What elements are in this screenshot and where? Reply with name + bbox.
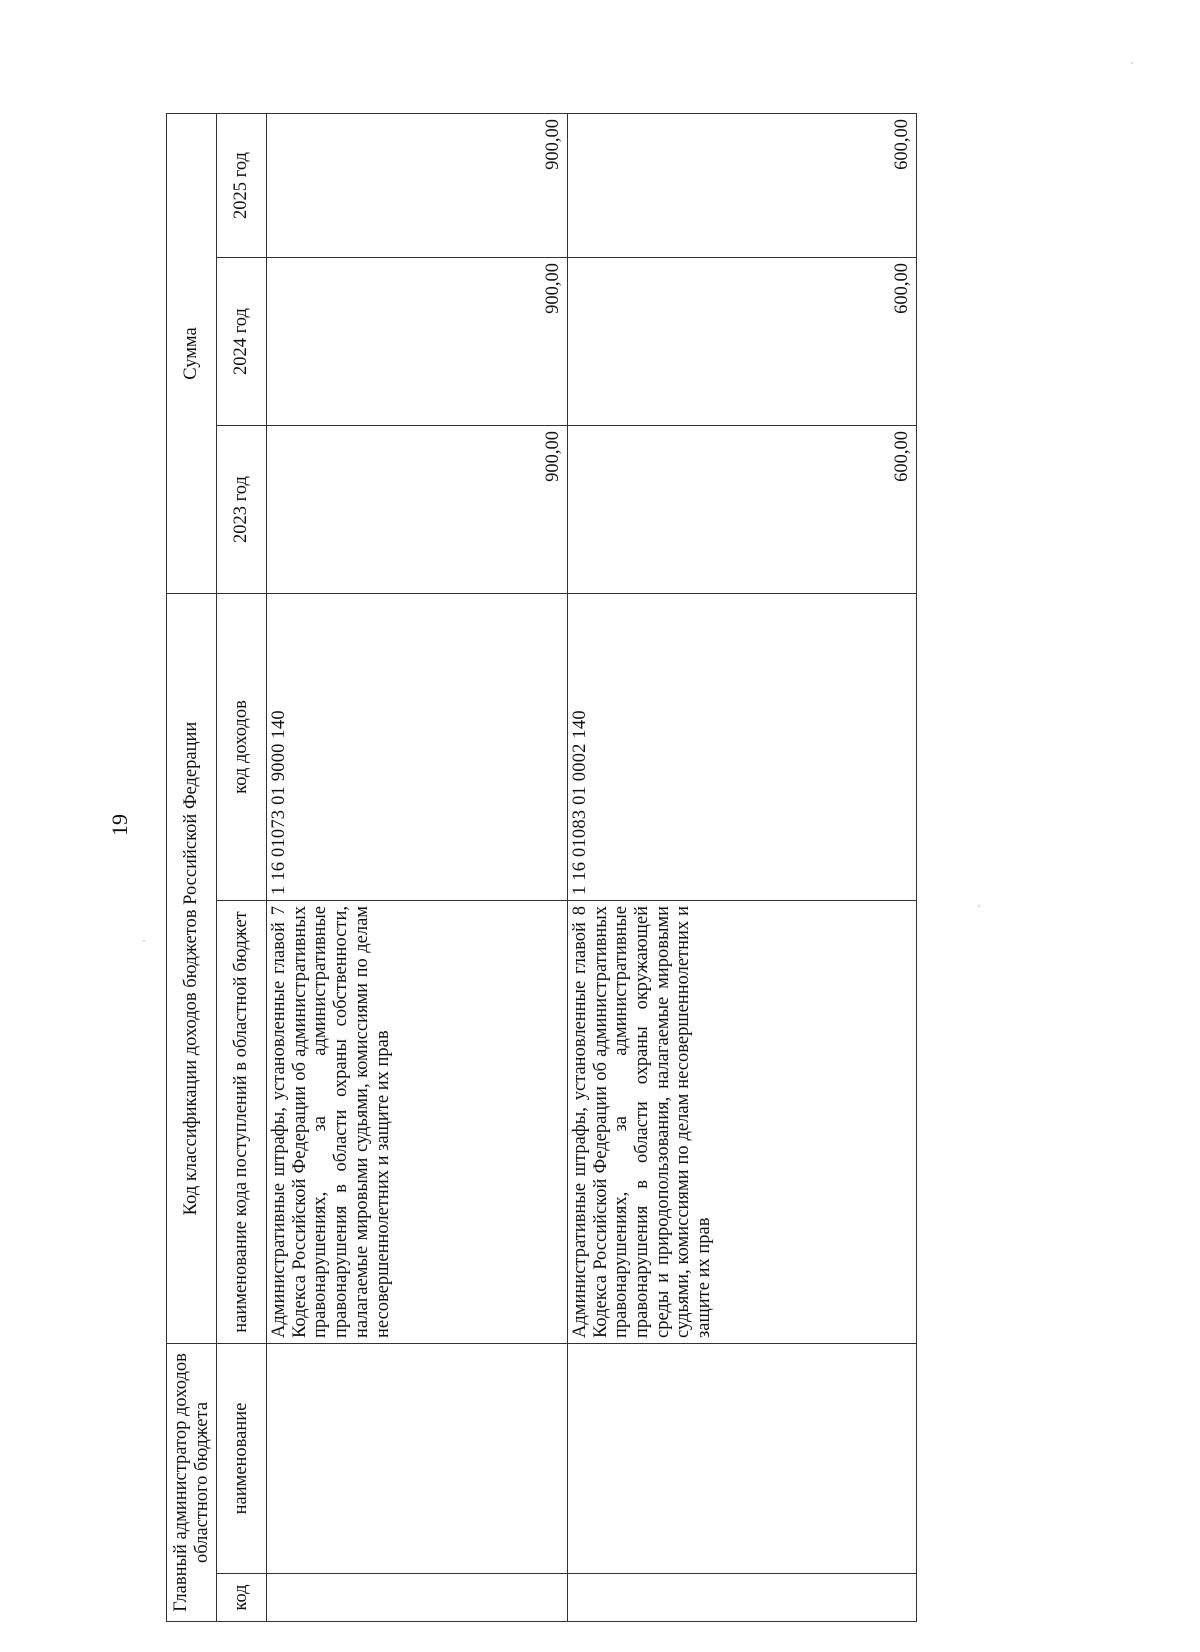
sum-2023-cell: 600,00 — [567, 426, 916, 594]
sum-2024-cell: 900,00 — [267, 258, 568, 426]
scan-speck — [143, 940, 145, 942]
admin-name-cell — [267, 1344, 568, 1574]
admin-code-cell — [567, 1574, 916, 1622]
header-revenue-code: код доходов — [217, 594, 267, 901]
admin-code-cell — [267, 1574, 568, 1622]
header-kbk-group: Код классификации доходов бюджетов Российской Федерации — [167, 594, 217, 1344]
header-sum-group: Сумма — [167, 113, 217, 593]
sum-2023-cell: 900,00 — [267, 426, 568, 594]
rotated-table-frame — [166, 114, 917, 1622]
admin-name-cell — [567, 1344, 916, 1574]
revenue-table — [166, 113, 917, 1622]
sum-2024-cell: 600,00 — [567, 258, 916, 426]
scan-speck — [978, 905, 980, 907]
table-row — [267, 113, 568, 1621]
header-revenue-name: наименование кода поступлений в областной бюджет — [217, 901, 267, 1344]
scan-speck — [1131, 62, 1133, 64]
header-year-2023: 2023 год — [217, 426, 267, 594]
revenue-code-cell: 1 16 01083 01 0002 140 — [567, 594, 916, 901]
revenue-code-cell: 1 16 01073 01 9000 140 — [267, 594, 568, 901]
revenue-name-text: Административные штрафы, установленные главой 8 Кодекса Российской Федерации об административных правонарушениях, за административные правонарушения в области охраны окружающей среды и природопользования, налагаемые мировыми судьями, комиссиями по делам несовершеннолетних и защите их прав — [569, 906, 715, 1338]
sum-2025-cell: 900,00 — [267, 113, 568, 257]
header-name: наименование — [217, 1344, 267, 1574]
header-year-2025: 2025 год — [217, 113, 267, 257]
page-number: 19 — [107, 814, 132, 836]
revenue-name-cell — [267, 901, 568, 1344]
sum-2025-cell: 600,00 — [567, 113, 916, 257]
header-admin-group: Главный администратор доходов областного бюджета — [167, 1344, 217, 1622]
header-year-2024: 2024 год — [217, 258, 267, 426]
table-row — [567, 113, 916, 1621]
table-rotation-wrapper — [166, 114, 917, 1622]
revenue-name-cell — [567, 901, 916, 1344]
header-code: код — [217, 1574, 267, 1622]
revenue-name-text: Административные штрафы, установленные главой 7 Кодекса Российской Федерации об административных правонарушениях, за административные правонарушения в области охраны собственности, налагаемые мировыми судьями, комиссиями по делам несовершеннолетних и защите их прав — [269, 906, 393, 1338]
